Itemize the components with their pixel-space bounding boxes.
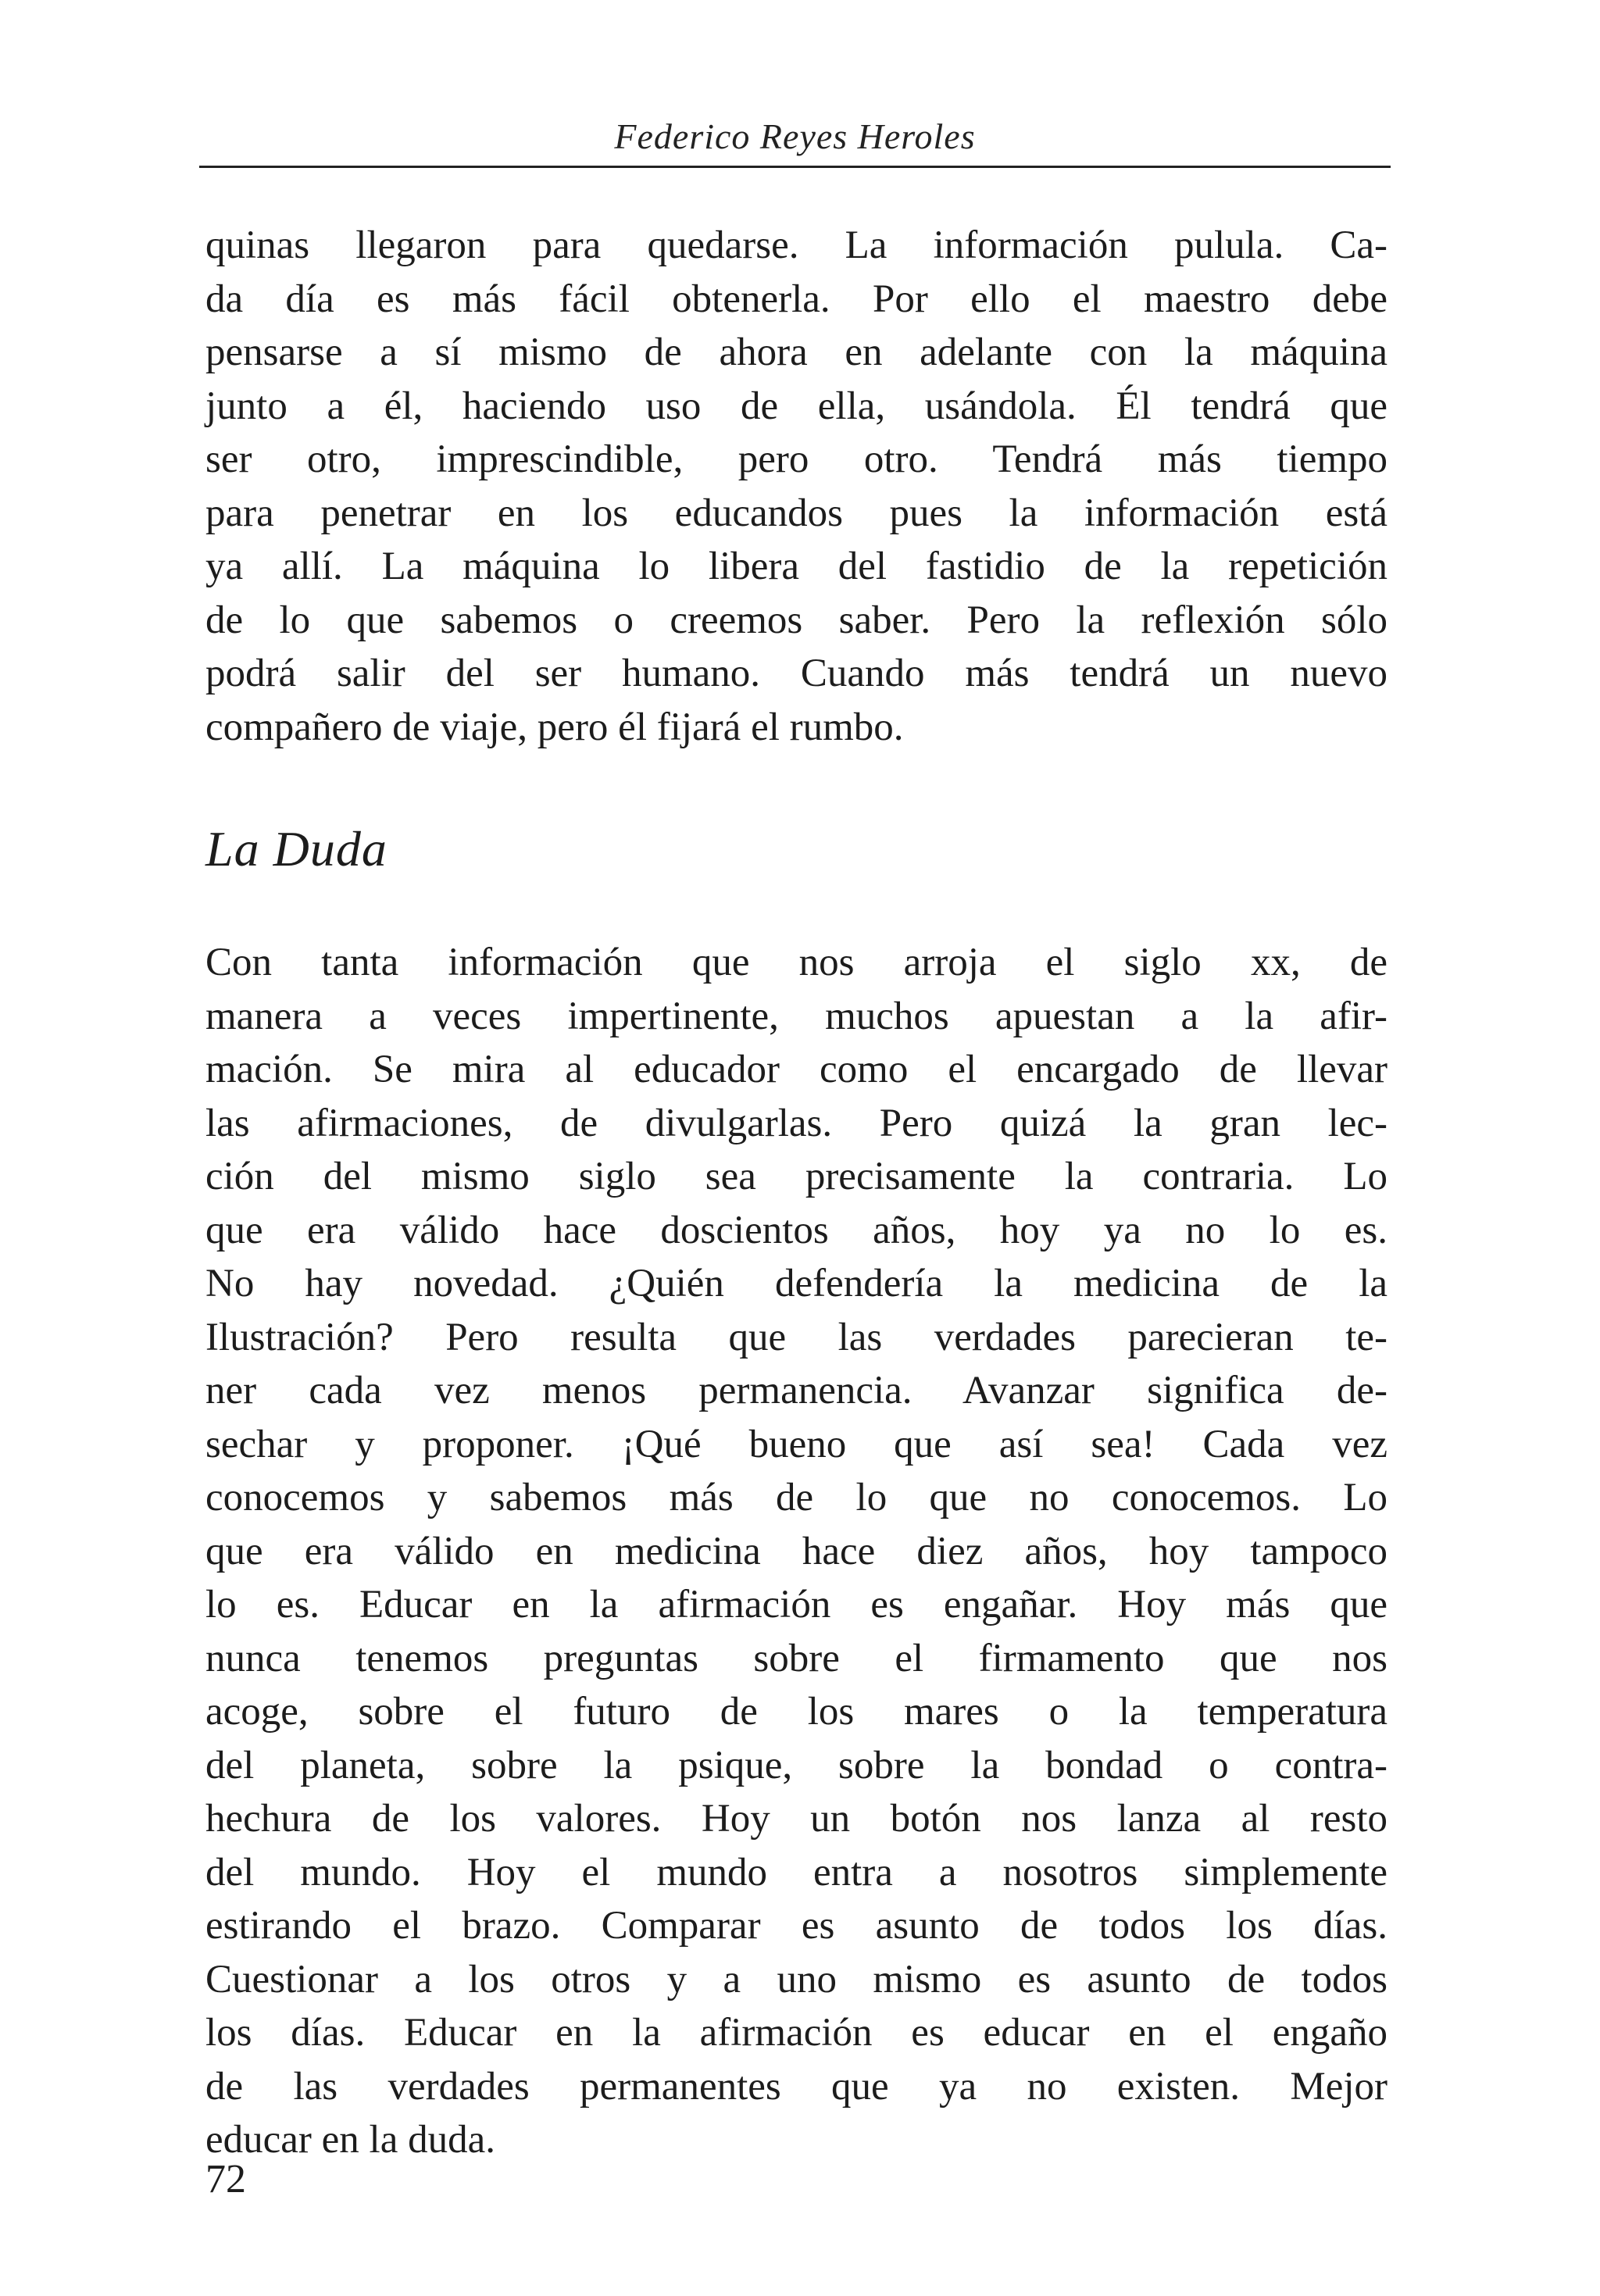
text-line: Cuestionar a los otros y a uno mismo es asunto de todos — [205, 1957, 1388, 2001]
text-line: de lo que sabemos o creemos saber. Pero la reflexión sólo — [205, 598, 1388, 642]
text-line: que era válido hace doscientos años, hoy ya no lo es. — [205, 1208, 1388, 1252]
text-line: Ilustración? Pero resulta que las verdades parecieran te- — [205, 1315, 1388, 1359]
text-line: ner cada vez menos permanencia. Avanzar significa de- — [205, 1369, 1388, 1412]
text-line: hechura de los valores. Hoy un botón nos lanza al resto — [205, 1797, 1388, 1841]
text-line: del planeta, sobre la psique, sobre la bondad o contra- — [205, 1743, 1388, 1787]
text-line: conocemos y sabemos más de lo que no conocemos. Lo — [205, 1476, 1388, 1519]
text-line: podrá salir del ser humano. Cuando más tendrá un nuevo — [205, 652, 1388, 695]
text-line: lo es. Educar en la afirmación es engañar. Hoy más que — [205, 1583, 1388, 1626]
text-line: junto a él, haciendo uso de ella, usándola. Él tendrá que — [205, 384, 1388, 428]
text-line: No hay novedad. ¿Quién defendería la medicina de la — [205, 1262, 1388, 1305]
text-line: sechar y proponer. ¡Qué bueno que así sea! Cada vez — [205, 1422, 1388, 1466]
text-line: para penetrar en los educandos pues la información está — [205, 491, 1388, 535]
text-line: ción del mismo siglo sea precisamente la contraria. Lo — [205, 1155, 1388, 1198]
paragraph-continuation — [205, 219, 1388, 754]
text-line: mación. Se mira al educador como el encargado de llevar — [205, 1048, 1388, 1091]
text-line: pensarse a sí mismo de ahora en adelante con la máquina — [205, 330, 1388, 374]
text-line: estirando el brazo. Comparar es asunto de todos los días. — [205, 1904, 1388, 1948]
section-heading: La Duda — [205, 821, 388, 877]
text-line: del mundo. Hoy el mundo entra a nosotros simplemente — [205, 1850, 1388, 1894]
text-line: de las verdades permanentes que ya no existen. Mejor — [205, 2064, 1388, 2109]
text-line: Con tanta información que nos arroja el siglo xx, de — [205, 941, 1388, 984]
text-line: las afirmaciones, de divulgarlas. Pero quizá la gran lec- — [205, 1101, 1388, 1145]
running-head: Federico Reyes Heroles — [614, 116, 976, 156]
page-number: 72 — [205, 2157, 246, 2201]
text-line: manera a veces impertinente, muchos apuestan a la afir- — [205, 994, 1388, 1038]
paragraph-la-duda — [205, 936, 1388, 2167]
text-line: quinas llegaron para quedarse. La información pulula. Ca- — [205, 223, 1388, 267]
header-rule — [199, 166, 1391, 168]
text-line: los días. Educar en la afirmación es educar en el engaño — [205, 2011, 1388, 2055]
text-line: que era válido en medicina hace diez años, hoy tampoco — [205, 1529, 1388, 1573]
text-line: educar en la duda. — [205, 2118, 495, 2162]
text-line: da día es más fácil obtenerla. Por ello el maestro debe — [205, 277, 1388, 321]
text-line: ser otro, imprescindible, pero otro. Tendrá más tiempo — [205, 437, 1388, 481]
text-line: nunca tenemos preguntas sobre el firmamento que nos — [205, 1636, 1388, 1680]
text-line: ya allí. La máquina lo libera del fastidio de la repetición — [205, 545, 1388, 588]
text-line: acoge, sobre el futuro de los mares o la temperatura — [205, 1690, 1388, 1734]
text-line: compañero de viaje, pero él fijará el rumbo. — [205, 705, 904, 749]
